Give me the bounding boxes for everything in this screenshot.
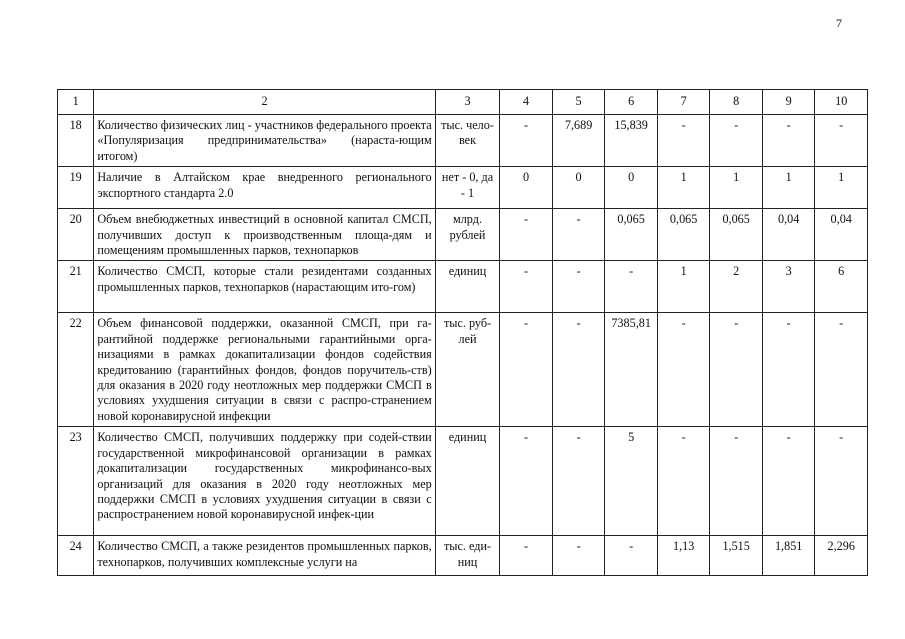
indicator-value: - (710, 427, 763, 536)
indicators-table (57, 89, 868, 576)
indicator-value: - (500, 313, 553, 427)
indicator-description: Объем внебюджетных инвестиций в основной капитал СМСП, получивших доступ к производственным площа-дям и помещениям промышленных парков, технопарков (94, 209, 435, 261)
row-number: 19 (58, 167, 94, 209)
indicator-value: 0,065 (657, 209, 710, 261)
table-row (58, 261, 868, 313)
indicator-value: 0,04 (762, 209, 815, 261)
page-number: 7 (836, 16, 842, 30)
indicator-value: 1 (657, 167, 710, 209)
row-number: 18 (58, 115, 94, 167)
indicator-value: - (815, 115, 868, 167)
col-header: 1 (58, 90, 94, 115)
indicator-value: - (552, 427, 605, 536)
unit-of-measure: тыс. еди-ниц (435, 536, 500, 576)
row-number: 23 (58, 427, 94, 536)
table-row (58, 115, 868, 167)
indicator-value: 0,065 (710, 209, 763, 261)
indicator-value: - (552, 536, 605, 576)
indicator-value: - (815, 427, 868, 536)
unit-of-measure: млрд. рублей (435, 209, 500, 261)
indicator-value: 0 (500, 167, 553, 209)
indicator-value: - (500, 536, 553, 576)
col-header: 3 (435, 90, 500, 115)
indicator-value: 0,04 (815, 209, 868, 261)
indicator-value: - (552, 261, 605, 313)
row-number: 24 (58, 536, 94, 576)
unit-of-measure: нет - 0, да - 1 (435, 167, 500, 209)
indicator-value: 1 (710, 167, 763, 209)
row-number: 20 (58, 209, 94, 261)
indicator-description: Наличие в Алтайском крае внедренного регионального экспортного стандарта 2.0 (94, 167, 435, 209)
indicator-value: 15,839 (605, 115, 658, 167)
table-row (58, 209, 868, 261)
indicator-description: Количество СМСП, а также резидентов промышленных парков, технопарков, получивших комплексные услуги на (94, 536, 435, 576)
indicator-value: 1 (657, 261, 710, 313)
indicator-value: 1,515 (710, 536, 763, 576)
indicator-description: Количество физических лиц - участников федерального проекта «Популяризация предпринимательства» (нараста-ющим итогом) (94, 115, 435, 167)
indicator-description: Количество СМСП, получивших поддержку при содей-ствии государственной микрофинансовой организации в рамках докапитализации государственных микрофинансо-вых организаций для оказания в 2020 году неотложных мер поддержки СМСП в условиях ухудшения ситуации в связи с распространением новой коронавирусной инфек-ции (94, 427, 435, 536)
indicator-value: 0 (552, 167, 605, 209)
indicator-value: 1 (762, 167, 815, 209)
col-header: 2 (94, 90, 435, 115)
indicator-value: - (500, 209, 553, 261)
indicator-value: - (500, 115, 553, 167)
col-header: 7 (657, 90, 710, 115)
indicator-value: - (762, 115, 815, 167)
indicator-value: - (605, 261, 658, 313)
indicator-value: - (815, 313, 868, 427)
indicator-value: 6 (815, 261, 868, 313)
unit-of-measure: тыс. руб-лей (435, 313, 500, 427)
indicator-value: 1,851 (762, 536, 815, 576)
indicator-value: - (657, 427, 710, 536)
indicator-value: - (500, 427, 553, 536)
indicator-value: 1 (815, 167, 868, 209)
indicator-value: - (762, 427, 815, 536)
indicator-value: 2,296 (815, 536, 868, 576)
indicator-value: 7,689 (552, 115, 605, 167)
table-row (58, 313, 868, 427)
unit-of-measure: единиц (435, 261, 500, 313)
indicator-value: - (710, 115, 763, 167)
indicator-value: - (710, 313, 763, 427)
indicator-value: 7385,81 (605, 313, 658, 427)
col-header: 10 (815, 90, 868, 115)
indicator-value: - (762, 313, 815, 427)
col-header: 4 (500, 90, 553, 115)
indicator-value: 0,065 (605, 209, 658, 261)
row-number: 22 (58, 313, 94, 427)
indicator-value: - (552, 313, 605, 427)
table-row (58, 167, 868, 209)
indicator-value: - (657, 313, 710, 427)
indicator-value: 2 (710, 261, 763, 313)
indicator-value: 1,13 (657, 536, 710, 576)
col-header: 5 (552, 90, 605, 115)
indicator-value: - (605, 536, 658, 576)
indicator-description: Объем финансовой поддержки, оказанной СМСП, при га-рантийной поддержке региональными гарантийными орга-низациями в рамках докапитализации фондов содействия кредитованию (гарантийных фондов, фондов поручитель-ств) для оказания в 2020 году неотложных мер поддержки СМСП в условиях ухудшения ситуации в связи с распро-странением новой коронавирусной инфекции (94, 313, 435, 427)
header-row (58, 90, 868, 115)
table-body (58, 115, 868, 576)
indicator-description: Количество СМСП, которые стали резидентами созданных промышленных парков, технопарков (нарастающим ито-гом) (94, 261, 435, 313)
table-row (58, 536, 868, 576)
indicator-value: 5 (605, 427, 658, 536)
indicator-value: 0 (605, 167, 658, 209)
indicator-value: - (500, 261, 553, 313)
row-number: 21 (58, 261, 94, 313)
unit-of-measure: единиц (435, 427, 500, 536)
indicator-value: 3 (762, 261, 815, 313)
indicator-value: - (657, 115, 710, 167)
indicator-value: - (552, 209, 605, 261)
col-header: 8 (710, 90, 763, 115)
unit-of-measure: тыс. чело-век (435, 115, 500, 167)
table-row (58, 427, 868, 536)
col-header: 6 (605, 90, 658, 115)
col-header: 9 (762, 90, 815, 115)
